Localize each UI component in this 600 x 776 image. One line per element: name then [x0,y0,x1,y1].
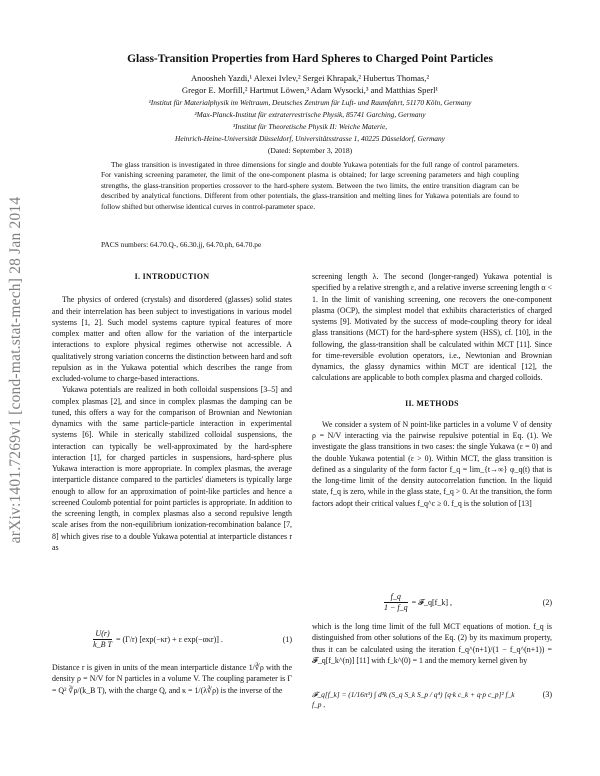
right-column-continued [312,621,552,666]
equation-1-number: (1) [282,635,292,644]
equation-3-number: (3) [542,690,552,699]
paper-title: Glass-Transition Properties from Hard Spheres to Charged Point Particles [127,53,493,65]
intro-paragraph-3: Distance r is given in units of the mean interparticle distance 1/∛ρ with the density ρ = N/V for N particles in a volume V. The coupling parameter is Γ = Q² ∛ρ/(k_B T), with the charge Q, and κ = 1/(λ∛ρ) is the inverse of the [52,663,292,695]
abstract: The glass transition is investigated in three dimensions for single and double Yukawa potentials for the full range of control parameters. For vanishing screening parameter, the limit of the one-component plasma is obtained; for large screening parameters and high coupling strengths, the glass-transition properties crossover to the hard-sphere system. Between the two limits, the entire transition diagram can be described by analytical functions. Different from other potentials, the glass-transition and melting lines for Yukawa potentials are found to follow shifted but otherwise identical curves in control-parameter space. [101,160,519,211]
dated-line: (Dated: September 3, 2018) [267,146,353,155]
eq1-lhs: $\frac{U(r)}{\text{k\_B T}}$ [93,629,112,649]
left-column [52,271,292,553]
authors-line-2: Gregor E. Morfill,² Hartmut Löwen,³ Adam Wysocki,³ and Matthias Sperl¹ [181,85,439,95]
intro-paragraph-1: The physics of ordered (crystals) and disordered (glasses) solid states and their interrelation has been subject to investigations in various model systems [1, 2]. Such model systems capture typical features of more complex matter and often allow for the variation of the interparticle interactions to explore physical regimes otherwise not accessible. A qualitatively strong variation concerns the distinction between hard and soft repulsion as in the Yukawa potential which describes the range from excluded-volume to charge-based interactions. [52,295,292,383]
equation-2 [312,592,552,616]
section-heading-methods: II. METHODS [405,398,459,408]
eq1-rhs: = (Γ/r) [exp(−κr) + ε exp(−ακr)] . [115,635,223,644]
section-heading-introduction: I. INTRODUCTION [134,272,210,281]
arxiv-stamp: arXiv:1401.7269v1 [cond-mat.stat-mech] 28 Jan 2014 [7,196,24,544]
methods-paragraph-2: which is the long time limit of the full MCT equations of motion. f_q is distinguished from other solutions of the Eq. (2) by its maximum property, thus it can be calculated using the iteration f_q^(n+1)/(1 − f_q^(n+1)) = 𝓕_q[f_k^(n)] [11] with f_k^(0) = 1 and the memory kernel given by [312,622,552,665]
equation-2-number: (2) [542,598,552,607]
left-column-continued [52,662,292,696]
pacs-numbers: PACS numbers: 64.70.Q-, 66.30.jj, 64.70.ph, 64.70.pe [101,240,262,249]
affiliation-3: ³Institut für Theoretische Physik II: Weiche Materie, [232,122,388,131]
equation-1 [52,629,292,653]
eq2-lhs: $\frac{f\_q}{1 - f\_q}$ [383,592,408,612]
right-column [312,271,552,509]
affiliation-2: ²Max-Planck-Institut für extraterrestrische Physik, 85741 Garching, Germany [194,110,426,119]
affiliation-4: Heinrich-Heine-Universität Düsseldorf, Universitätsstrasse 1, 40225 Düsseldorf, Germany [175,134,445,143]
intro-paragraph-2: Yukawa potentials are realized in both colloidal suspensions [3–5] and complex plasmas [2], and since in complex plasmas the damping can be tuned, this offers a way for the comparison of Brownian and Newtonian dynamics with the same particle-particle interaction in experimental systems [6]. While in sterically stabilized colloidal suspensions, the interaction can typically be well-approximated by the hard-sphere interaction [1], for charged particles in suspensions, hard-sphere plus Yukawa interaction is more appropriate. In complex plasmas, the average interparticle distance compared to the particles' diameters is typically large enough to allow for an approximation of point-like particles and hence a screened Coulomb potential for point particles is appropriate. In addition to the screening length, in complex plasmas also a second repulsive length scale arises from the non-equilibrium ionization-recombination balance [7, 8] which gives rise to a double Yukawa potential at interparticle distances r as [52,385,292,552]
affiliation-1: ¹Institut für Materialphysik im Weltraum, Deutsches Zentrum für Luft- und Raumfahrt, 51170 Köln, Germany [148,98,472,107]
intro-paragraph-continued: screening length λ. The second (longer-ranged) Yukawa potential is specified by a relative strength ε, and a relative inverse screening length α < 1. In the limit of vanishing screening, one recovers the one-component plasma (OCP), the simplest model that exhibits characteristics of charged systems [9]. Motivated by the success of mode-coupling theory for ideal glass transitions (MCT) for the hard-sphere system (HSS), cf. [10], in the following, the glass-transition shall be calculated within MCT [11]. Since for time-reversible evolution operators, i.e., Newtonian and Brownian dynamics, the glassy dynamics within MCT are identical [12], the calculations are applicable to both complex plasma and charged colloids. [312,272,552,383]
authors-line-1: Anoosheh Yazdi,¹ Alexei Ivlev,² Sergei Khrapak,² Hubertus Thomas,² [190,73,430,83]
equation-3 [312,690,552,709]
eq2-rhs: = 𝓕_q[f_k] , [411,597,453,607]
methods-paragraph-1: We consider a system of N point-like particles in a volume V of density ρ = N/V interacting via the pairwise repulsive potential in Eq. (1). We investigate the glass transitions in two cases: the single Yukawa (ε = 0) and the double Yukawa potential (ε > 0). Within MCT, the glass transition is defined as a singularity of the form factor f_q = lim_{t→∞} φ_q(t) that is the long-time limit of the density autocorrelation function. In the liquid state, f_q is zero, while in the glass state, f_q > 0. At the transition, the form factors adopt their critical values f_q^c ≥ 0. f_q is the solution of [13] [312,419,552,508]
eq3-body: 𝓕_q[f_k] = (1/16π³) ∫ d³k (S_q S_k S_p / q⁴) [q·k c_k + q·p c_p]² f_k f_p , [312,690,515,709]
